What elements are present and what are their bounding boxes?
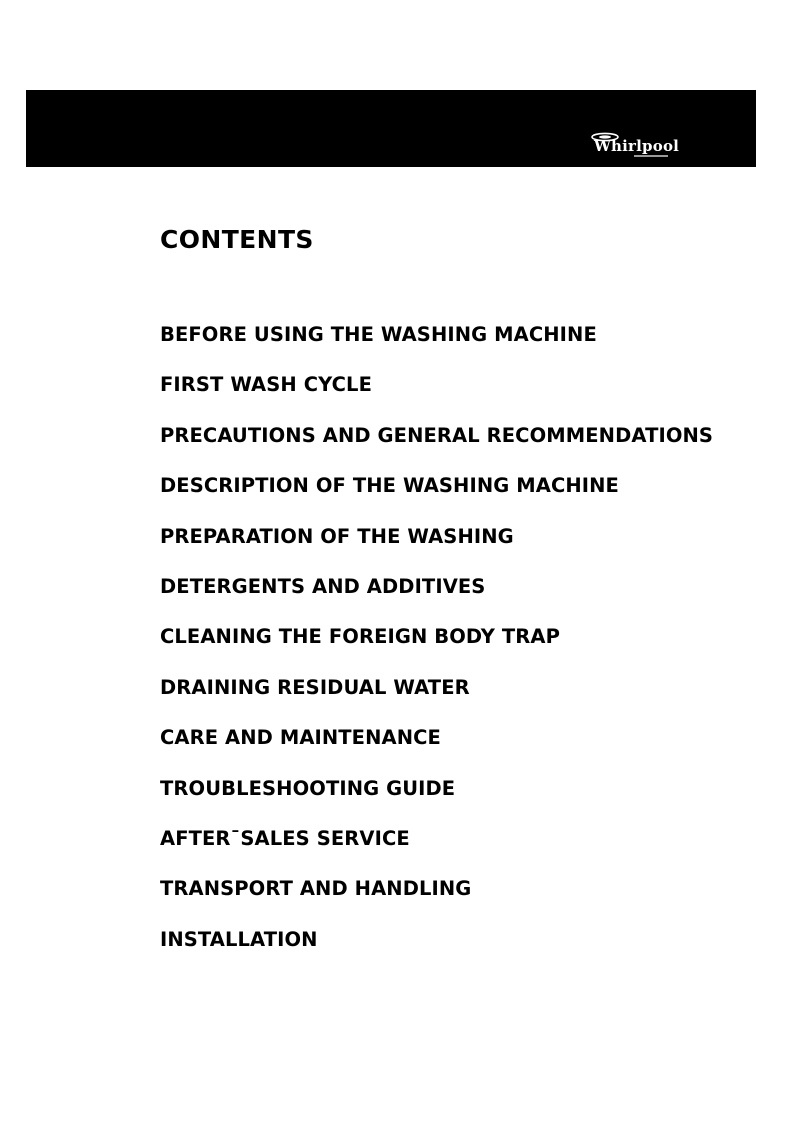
toc-item[interactable]: FIRST WASH CYCLE — [160, 373, 372, 397]
toc-item[interactable]: PRECAUTIONS AND GENERAL RECOMMENDATIONS — [160, 423, 714, 447]
toc-item[interactable]: TROUBLESHOOTING GUIDE — [160, 776, 456, 800]
brand-tagline-mark — [634, 155, 668, 157]
toc-item[interactable]: TRANSPORT AND HANDLING — [160, 877, 472, 901]
toc-item[interactable]: CLEANING THE FOREIGN BODY TRAP — [160, 625, 560, 649]
toc-item[interactable]: DETERGENTS AND ADDITIVES — [160, 574, 486, 598]
toc-item[interactable]: BEFORE USING THE WASHING MACHINE — [160, 323, 597, 346]
whirlpool-logo — [588, 132, 678, 160]
toc-item[interactable]: DRAINING RESIDUAL WATER — [160, 675, 470, 699]
table-of-contents — [160, 320, 713, 975]
toc-item[interactable]: INSTALLATION — [160, 927, 318, 951]
toc-item[interactable]: DESCRIPTION OF THE WASHING MACHINE — [160, 474, 619, 498]
header-band — [26, 90, 756, 167]
toc-item[interactable]: CARE AND MAINTENANCE — [160, 726, 441, 750]
toc-item[interactable]: PREPARATION OF THE WASHING — [160, 524, 514, 548]
page-title: CONTENTS — [160, 225, 314, 254]
toc-item[interactable]: AFTER¯SALES SERVICE — [160, 826, 410, 850]
brand-name: Whirlpool — [594, 137, 680, 155]
